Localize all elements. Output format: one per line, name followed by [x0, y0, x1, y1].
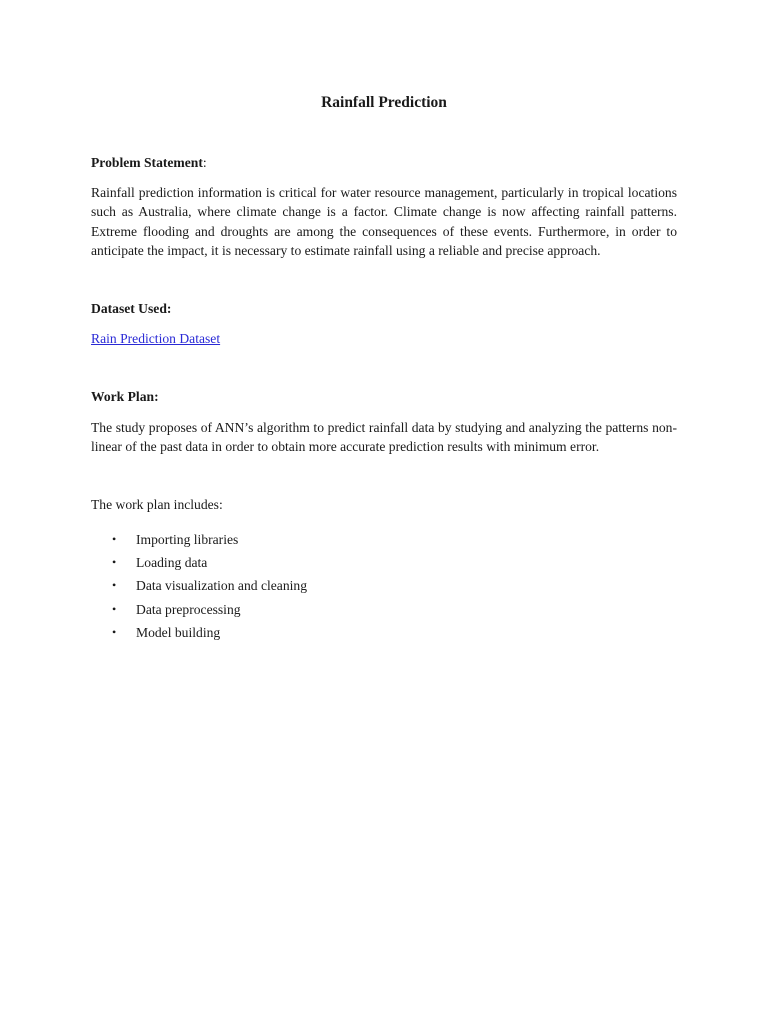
document-title: Rainfall Prediction: [321, 94, 447, 111]
list-item: [91, 576, 677, 595]
list-item-text: Importing libraries: [136, 532, 239, 548]
work-plan-heading: [91, 387, 677, 406]
bullet-icon: •: [112, 578, 117, 593]
dataset-link[interactable]: Rain Prediction Dataset: [91, 331, 221, 347]
work-plan-heading-label: Work Plan:: [91, 389, 159, 405]
list-item: [91, 623, 677, 642]
problem-statement-heading: [91, 153, 677, 172]
list-item: [91, 530, 677, 549]
work-plan-includes-text: The work plan includes:: [91, 497, 223, 513]
document-body: [91, 153, 677, 646]
list-item: [91, 553, 677, 572]
work-plan-text: The study proposes of ANN’s algorithm to predict rainfall data by studying and analyzing the patterns non-linear of the past data in order to obtain more accurate prediction results with minimum error.: [91, 419, 677, 454]
dataset-heading: [91, 299, 677, 318]
problem-statement-text: Rainfall prediction information is critical for water resource management, particularly in tropical locations such as Australia, where climate change is a factor. Climate change is now affecting rainfall patterns. Extreme flooding and droughts are among the consequences of these events. Furthermore, in order to anticipate the impact, it is necessary to estimate rainfall using a reliable and precise approach.: [91, 185, 677, 258]
list-item-text: Model building: [136, 624, 221, 640]
list-item-text: Loading data: [136, 555, 208, 571]
problem-statement-heading-colon: :: [202, 155, 207, 170]
work-plan-steps-list: [91, 530, 677, 642]
list-item-text: Data visualization and cleaning: [136, 578, 307, 594]
dataset-link-paragraph: [91, 329, 677, 348]
list-item: [91, 600, 677, 619]
bullet-icon: •: [112, 532, 117, 547]
bullet-icon: •: [112, 555, 117, 570]
problem-statement-heading-label: Problem Statement: [91, 155, 203, 170]
list-item-text: Data preprocessing: [136, 601, 241, 617]
bullet-icon: •: [112, 624, 117, 639]
bullet-icon: •: [112, 601, 117, 616]
dataset-heading-label: Dataset Used:: [91, 301, 172, 317]
